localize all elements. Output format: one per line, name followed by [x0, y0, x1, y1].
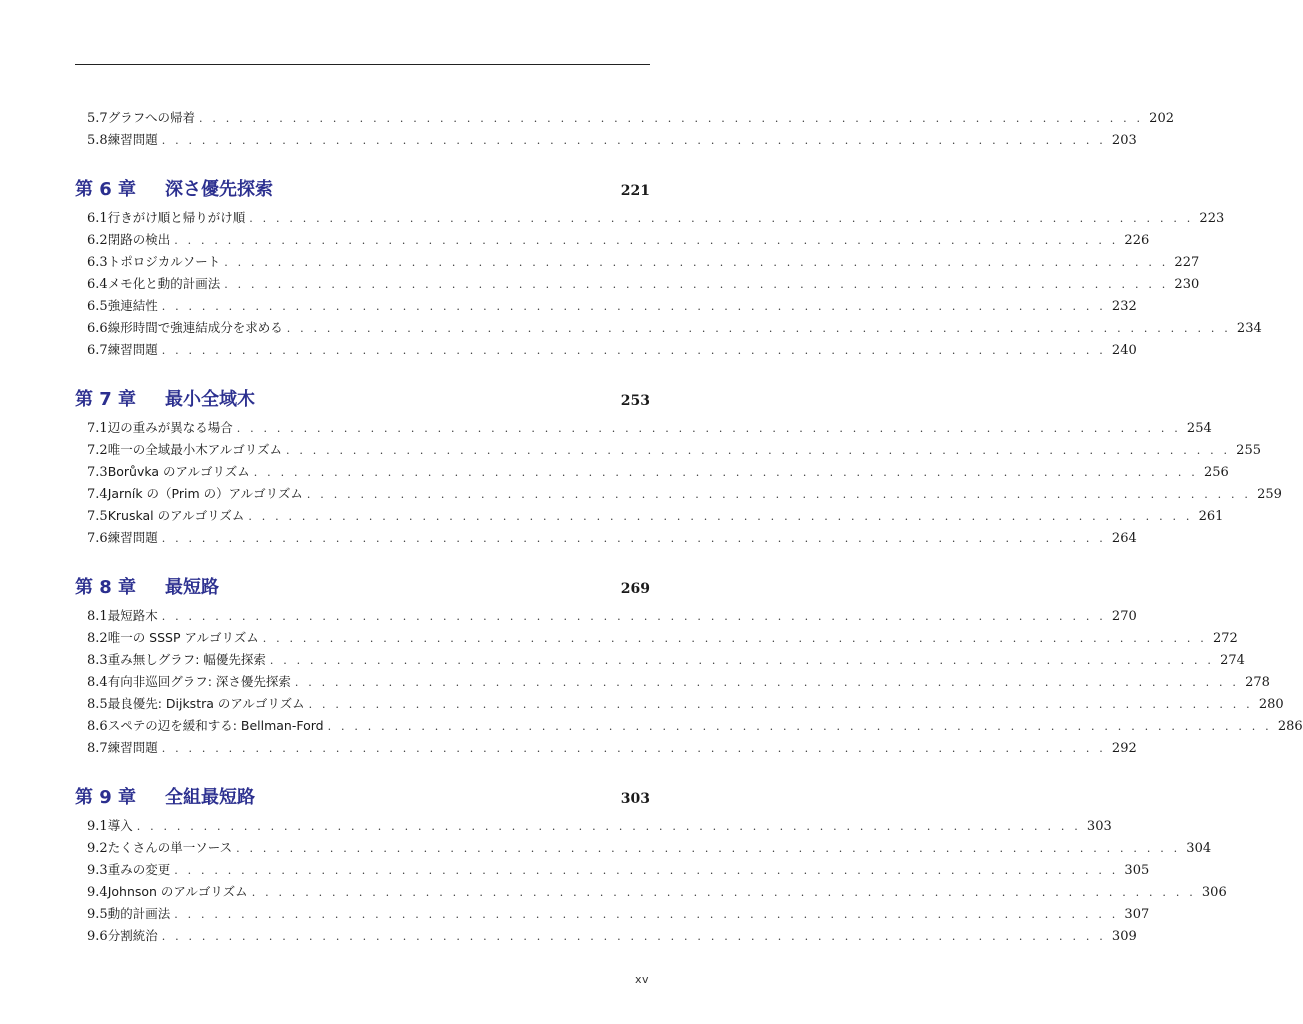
toc-entry[interactable] [75, 207, 1225, 229]
section-title: 重み無しグラフ: 幅優先探索 [107, 652, 266, 667]
dot-leader: . . . . . . . . . . . . . . . . . . . . . . . . . . . . . . . . . . . . . . . . . . . . . . . . . . . . . . . . . . . . . . . . . . . . . . . [269, 654, 1215, 667]
section-title: グラフへの帰着 [107, 110, 195, 125]
section-page: 306 [1201, 885, 1227, 900]
chapter-heading[interactable] [75, 783, 650, 813]
section-page: 226 [1124, 233, 1150, 248]
chapter-page: 269 [620, 581, 650, 597]
dot-leader: . . . . . . . . . . . . . . . . . . . . . . . . . . . . . . . . . . . . . . . . . . . . . . . . . . . . . . . . . . . . . . . . . . . . . . . [174, 908, 1119, 921]
toc-entry[interactable] [75, 461, 1229, 483]
section-title: 練習問題 [107, 342, 158, 357]
section-number: 7.5 [87, 509, 108, 524]
table-of-contents [75, 107, 1303, 947]
section-number: 8.3 [87, 653, 108, 668]
section-title: メモ化と動的計画法 [107, 276, 221, 291]
page-number: xv [634, 973, 649, 986]
toc-entry[interactable] [75, 483, 1282, 505]
toc-entry[interactable] [75, 527, 1137, 549]
chapter-heading[interactable] [75, 175, 650, 205]
toc-entry[interactable] [75, 505, 1224, 527]
toc-entry[interactable] [75, 693, 1284, 715]
section-number: 6.3 [87, 255, 108, 270]
section-title: Kruskal のアルゴリズム [107, 508, 245, 523]
toc-entry[interactable] [75, 715, 1303, 737]
section-number: 9.3 [87, 863, 108, 878]
section-title: 動的計画法 [107, 906, 171, 921]
section-page: 227 [1174, 255, 1200, 270]
section-page: 234 [1236, 321, 1262, 336]
toc-entry[interactable] [75, 903, 1150, 925]
toc-entry[interactable] [75, 925, 1137, 947]
section-title: 閉路の検出 [107, 232, 171, 247]
header-rule [75, 64, 650, 65]
section-title: 練習問題 [107, 530, 158, 545]
section-number: 9.4 [87, 885, 108, 900]
section-page: 255 [1236, 443, 1261, 458]
toc-entry[interactable] [75, 605, 1137, 627]
section-page: 259 [1257, 487, 1282, 502]
chapter-page: 303 [620, 791, 650, 807]
section-number: 6.1 [87, 211, 108, 226]
section-number: 7.2 [87, 443, 108, 458]
dot-leader: . . . . . . . . . . . . . . . . . . . . . . . . . . . . . . . . . . . . . . . . . . . . . . . . . . . . . . . . . . . . . . . . . . . . . . . [306, 488, 1252, 501]
toc-entry[interactable] [75, 317, 1262, 339]
dot-leader: . . . . . . . . . . . . . . . . . . . . . . . . . . . . . . . . . . . . . . . . . . . . . . . . . . . . . . . . . . . . . . . . . . . . . . . [236, 842, 1181, 855]
section-title: 強連結性 [107, 298, 158, 313]
toc-entry[interactable] [75, 837, 1212, 859]
section-page: 286 [1277, 719, 1303, 734]
section-title: スペテの辺を緩和する: Bellman-Ford [107, 718, 324, 733]
toc-entry[interactable] [75, 859, 1150, 881]
section-title: たくさんの単一ソース [107, 840, 233, 855]
section-page: 303 [1086, 819, 1112, 834]
section-page: 278 [1245, 675, 1270, 690]
toc-entry[interactable] [75, 671, 1270, 693]
chapter-label: 第 7 章 [75, 389, 137, 410]
section-number: 5.7 [87, 111, 108, 126]
dot-leader: . . . . . . . . . . . . . . . . . . . . . . . . . . . . . . . . . . . . . . . . . . . . . . . . . . . . . . . . . . . . . . . . . . . . . . . [161, 134, 1106, 147]
chapter-label: 第 8 章 [75, 577, 137, 598]
toc-entry[interactable] [75, 417, 1212, 439]
section-page: 280 [1258, 697, 1284, 712]
toc-entry[interactable] [75, 439, 1261, 461]
toc-entry[interactable] [75, 339, 1137, 361]
dot-leader: . . . . . . . . . . . . . . . . . . . . . . . . . . . . . . . . . . . . . . . . . . . . . . . . . . . . . . . . . . . . . . . . . . . . . . . [174, 864, 1119, 877]
toc-entry[interactable] [75, 295, 1137, 317]
chapter-label: 第 9 章 [75, 787, 137, 808]
section-title: 唯一の SSSP アルゴリズム [107, 630, 259, 645]
section-page: 292 [1111, 741, 1137, 756]
toc-entry[interactable] [75, 737, 1137, 759]
section-number: 6.2 [87, 233, 108, 248]
dot-leader: . . . . . . . . . . . . . . . . . . . . . . . . . . . . . . . . . . . . . . . . . . . . . . . . . . . . . . . . . . . . . . . . . . . . . . . [224, 278, 1169, 291]
chapter-title: 深さ優先探索 [165, 179, 273, 200]
chapter-heading[interactable] [75, 385, 650, 415]
toc-entry[interactable] [75, 129, 1137, 151]
chapter-page: 253 [620, 393, 650, 409]
section-title: 練習問題 [107, 740, 158, 755]
section-page: 230 [1174, 277, 1200, 292]
section-title: 有向非巡回グラフ: 深さ優先探索 [107, 674, 291, 689]
section-number: 8.1 [87, 609, 108, 624]
toc-entry[interactable] [75, 107, 1174, 129]
dot-leader: . . . . . . . . . . . . . . . . . . . . . . . . . . . . . . . . . . . . . . . . . . . . . . . . . . . . . . . . . . . . . . . . . . . . . . . [249, 212, 1194, 225]
section-number: 8.2 [87, 631, 108, 646]
dot-leader: . . . . . . . . . . . . . . . . . . . . . . . . . . . . . . . . . . . . . . . . . . . . . . . . . . . . . . . . . . . . . . . . . . . . . . . [161, 532, 1106, 545]
dot-leader: . . . . . . . . . . . . . . . . . . . . . . . . . . . . . . . . . . . . . . . . . . . . . . . . . . . . . . . . . . . . . . . . . . . . . . . [294, 676, 1240, 689]
toc-entry[interactable] [75, 881, 1227, 903]
section-number: 7.4 [87, 487, 108, 502]
section-number: 9.5 [87, 907, 108, 922]
section-title: 最短路木 [107, 608, 158, 623]
toc-entry[interactable] [75, 273, 1200, 295]
section-number: 6.4 [87, 277, 108, 292]
toc-entry[interactable] [75, 627, 1238, 649]
section-number: 8.7 [87, 741, 108, 756]
section-title: 行きがけ順と帰りがけ順 [107, 210, 246, 225]
section-page: 232 [1111, 299, 1137, 314]
dot-leader: . . . . . . . . . . . . . . . . . . . . . . . . . . . . . . . . . . . . . . . . . . . . . . . . . . . . . . . . . . . . . . . . . . . . . . . [161, 930, 1106, 943]
dot-leader: . . . . . . . . . . . . . . . . . . . . . . . . . . . . . . . . . . . . . . . . . . . . . . . . . . . . . . . . . . . . . . . . . . . . . . . [248, 510, 1193, 523]
section-title: 最良優先: Dijkstra のアルゴリズム [107, 696, 305, 711]
section-number: 9.6 [87, 929, 108, 944]
dot-leader: . . . . . . . . . . . . . . . . . . . . . . . . . . . . . . . . . . . . . . . . . . . . . . . . . . . . . . . . . . . . . . . . . . . . . . . [285, 444, 1231, 457]
dot-leader: . . . . . . . . . . . . . . . . . . . . . . . . . . . . . . . . . . . . . . . . . . . . . . . . . . . . . . . . . . . . . . . . . . . . . . . [198, 112, 1144, 125]
dot-leader: . . . . . . . . . . . . . . . . . . . . . . . . . . . . . . . . . . . . . . . . . . . . . . . . . . . . . . . . . . . . . . . . . . . . . . . [236, 422, 1181, 435]
dot-leader: . . . . . . . . . . . . . . . . . . . . . . . . . . . . . . . . . . . . . . . . . . . . . . . . . . . . . . . . . . . . . . . . . . . . . . . [224, 256, 1169, 269]
section-page: 256 [1204, 465, 1229, 480]
section-page: 264 [1111, 531, 1137, 546]
section-page: 202 [1149, 111, 1174, 126]
section-page: 261 [1198, 509, 1224, 524]
chapter-title: 全組最短路 [165, 787, 255, 808]
dot-leader: . . . . . . . . . . . . . . . . . . . . . . . . . . . . . . . . . . . . . . . . . . . . . . . . . . . . . . . . . . . . . . . . . . . . . . . [174, 234, 1119, 247]
dot-leader: . . . . . . . . . . . . . . . . . . . . . . . . . . . . . . . . . . . . . . . . . . . . . . . . . . . . . . . . . . . . . . . . . . . . . . . [253, 466, 1198, 479]
section-page: 223 [1199, 211, 1225, 226]
section-title: 重みの変更 [107, 862, 171, 877]
dot-leader: . . . . . . . . . . . . . . . . . . . . . . . . . . . . . . . . . . . . . . . . . . . . . . . . . . . . . . . . . . . . . . . . . . . . . . . [262, 632, 1207, 645]
section-title: 唯一の全域最小木アルゴリズム [107, 442, 282, 457]
section-title: 導入 [107, 818, 133, 833]
section-page: 203 [1111, 133, 1137, 148]
chapter-heading[interactable] [75, 573, 650, 603]
dot-leader: . . . . . . . . . . . . . . . . . . . . . . . . . . . . . . . . . . . . . . . . . . . . . . . . . . . . . . . . . . . . . . . . . . . . . . . [286, 322, 1231, 335]
section-title: Jarník の（Prim の）アルゴリズム [107, 486, 303, 501]
dot-leader: . . . . . . . . . . . . . . . . . . . . . . . . . . . . . . . . . . . . . . . . . . . . . . . . . . . . . . . . . . . . . . . . . . . . . . . [136, 820, 1081, 833]
section-page: 240 [1111, 343, 1137, 358]
chapter-page: 221 [620, 183, 650, 199]
toc-entry[interactable] [75, 251, 1200, 273]
section-title: 分割統治 [107, 928, 158, 943]
section-number: 8.6 [87, 719, 108, 734]
section-title: Johnson のアルゴリズム [107, 884, 248, 899]
section-number: 7.6 [87, 531, 108, 546]
dot-leader: . . . . . . . . . . . . . . . . . . . . . . . . . . . . . . . . . . . . . . . . . . . . . . . . . . . . . . . . . . . . . . . . . . . . . . . [251, 886, 1196, 899]
section-title: 辺の重みが異なる場合 [107, 420, 233, 435]
section-page: 274 [1220, 653, 1245, 668]
section-number: 9.1 [87, 819, 108, 834]
section-page: 304 [1186, 841, 1212, 856]
section-title: トポロジカルソート [107, 254, 221, 269]
section-page: 305 [1124, 863, 1150, 878]
section-page: 272 [1212, 631, 1238, 646]
section-title: 線形時間で強連結成分を求める [107, 320, 283, 335]
section-number: 6.5 [87, 299, 108, 314]
dot-leader: . . . . . . . . . . . . . . . . . . . . . . . . . . . . . . . . . . . . . . . . . . . . . . . . . . . . . . . . . . . . . . . . . . . . . . . [161, 742, 1106, 755]
toc-entry[interactable] [75, 815, 1112, 837]
toc-entry[interactable] [75, 649, 1245, 671]
dot-leader: . . . . . . . . . . . . . . . . . . . . . . . . . . . . . . . . . . . . . . . . . . . . . . . . . . . . . . . . . . . . . . . . . . . . . . . [308, 698, 1253, 711]
dot-leader: . . . . . . . . . . . . . . . . . . . . . . . . . . . . . . . . . . . . . . . . . . . . . . . . . . . . . . . . . . . . . . . . . . . . . . . [161, 300, 1106, 313]
section-number: 5.8 [87, 133, 108, 148]
section-title: 練習問題 [107, 132, 158, 147]
section-number: 6.7 [87, 343, 108, 358]
section-number: 7.3 [87, 465, 108, 480]
dot-leader: . . . . . . . . . . . . . . . . . . . . . . . . . . . . . . . . . . . . . . . . . . . . . . . . . . . . . . . . . . . . . . . . . . . . . . . [161, 344, 1106, 357]
section-page: 254 [1186, 421, 1212, 436]
chapter-title: 最短路 [165, 577, 219, 598]
chapter-title: 最小全域木 [165, 389, 255, 410]
section-title: Borůvka のアルゴリズム [107, 464, 250, 479]
section-number: 8.4 [87, 675, 108, 690]
chapter-label: 第 6 章 [75, 179, 137, 200]
section-page: 309 [1111, 929, 1137, 944]
section-number: 8.5 [87, 697, 108, 712]
section-number: 7.1 [87, 421, 108, 436]
dot-leader: . . . . . . . . . . . . . . . . . . . . . . . . . . . . . . . . . . . . . . . . . . . . . . . . . . . . . . . . . . . . . . . . . . . . . . . [161, 610, 1106, 623]
section-page: 270 [1111, 609, 1137, 624]
section-page: 307 [1124, 907, 1150, 922]
toc-entry[interactable] [75, 229, 1150, 251]
section-number: 9.2 [87, 841, 108, 856]
dot-leader: . . . . . . . . . . . . . . . . . . . . . . . . . . . . . . . . . . . . . . . . . . . . . . . . . . . . . . . . . . . . . . . . . . . . . . . [327, 720, 1272, 733]
section-number: 6.6 [87, 321, 108, 336]
